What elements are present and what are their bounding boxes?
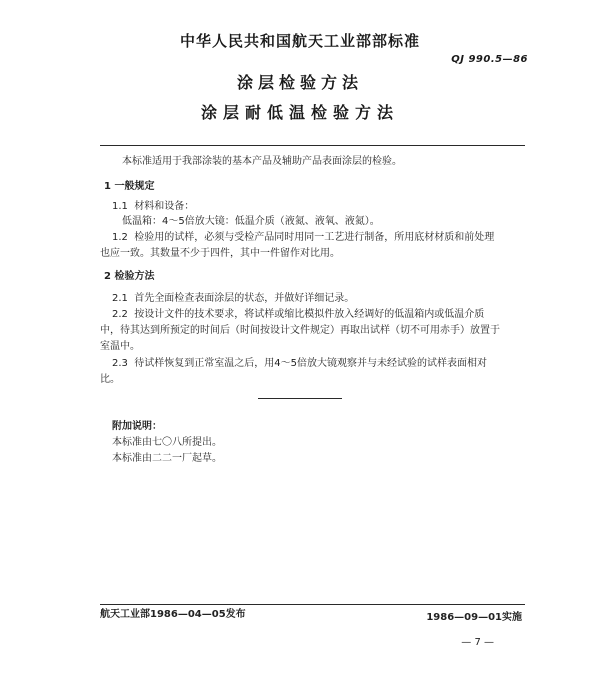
clause-2-2-cont	[100, 340, 140, 354]
clause-text: 检验用的试样，必须与受检产品同时用同一工艺进行制备，所用底材材质和前处理	[134, 232, 495, 243]
note-line: 本标准由七〇八所提出。	[112, 437, 222, 448]
clause-1-1	[112, 200, 194, 214]
clause-2-2	[112, 308, 484, 322]
clause-1-2	[112, 231, 494, 245]
clause-2-1	[112, 292, 354, 306]
clause-text: 中，待其达到所预定的时间后（时间按设计文件规定）再取出试样（切不可用赤手）放置于	[100, 325, 500, 336]
clause-2-3-cont	[100, 373, 120, 387]
section-1-heading: 1 一般规定	[104, 181, 155, 192]
header-divider	[100, 145, 525, 146]
clause-2-2-cont	[100, 324, 500, 338]
standard-number: QJ 990.5—86	[451, 54, 528, 65]
clause-number: 2.3	[112, 358, 128, 369]
clause-number: 2.2	[112, 309, 128, 320]
scope-statement: 本标准适用于我部涂装的基本产品及辅助产品表面涂层的检验。	[122, 156, 402, 167]
end-of-text-rule	[258, 398, 342, 399]
section-2-heading: 2 检验方法	[104, 271, 155, 282]
clause-text: 待试样恢复到正常室温之后，用4～5倍放大镜观察并与未经试验的试样表面相对	[134, 358, 487, 369]
page-number: — 7 —	[461, 637, 494, 648]
additional-notes-heading: 附加说明：	[112, 421, 162, 432]
clause-text: 比。	[100, 374, 120, 385]
footer-divider	[100, 604, 525, 605]
document-subtitle: 涂层耐低温检验方法	[200, 103, 399, 122]
document-title: 涂层检验方法	[236, 73, 363, 92]
clause-number: 1.1	[112, 201, 128, 212]
clause-text: 也应一致。其数量不少于四件，其中一件留作对比用。	[100, 248, 340, 259]
standard-org-header: 中华人民共和国航天工业部部标准	[179, 32, 420, 50]
issued-date: 航天工业部1986—04—05发布	[100, 609, 246, 620]
clause-text: 材料和设备：	[134, 201, 195, 212]
clause-text: 首先全面检查表面涂层的状态，并做好详细记录。	[134, 293, 355, 304]
clause-1-2-cont	[100, 247, 340, 261]
clause-number: 1.2	[112, 232, 128, 243]
clause-text: 按设计文件的技术要求，将试样或缩比模拟件放入经调好的低温箱内或低温介质	[134, 309, 485, 320]
clause-text: 室温中。	[100, 341, 140, 352]
implemented-date: 1986—09—01实施	[426, 612, 522, 623]
clause-2-3	[112, 357, 487, 371]
clause-text: 低温箱：4～5倍放大镜：低温介质（液氮、液氧、液氮）。	[122, 216, 380, 227]
clause-number: 2.1	[112, 293, 128, 304]
clause-1-1-detail	[122, 215, 380, 229]
note-line: 本标准由二二一厂起草。	[112, 453, 222, 464]
